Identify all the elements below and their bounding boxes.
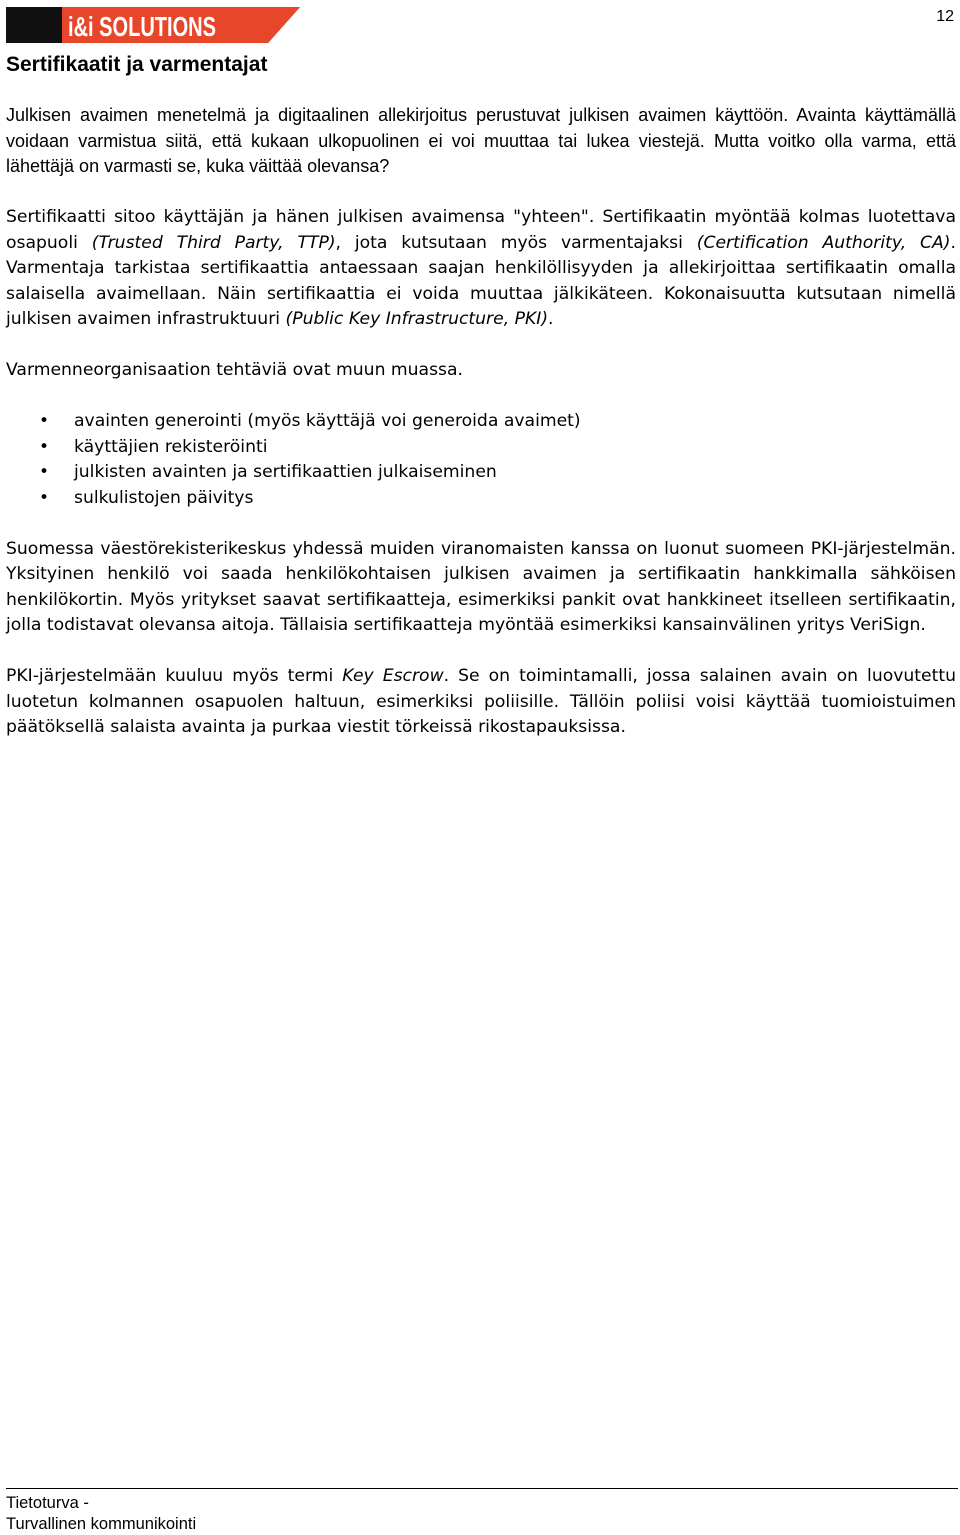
company-logo	[6, 7, 300, 43]
bullet-icon: •	[39, 411, 50, 431]
list-item	[6, 435, 956, 461]
footer-divider	[6, 1488, 958, 1489]
italic-term: Key Escrow	[342, 666, 444, 686]
text-run: . Varmentaja tarkistaa sertifikaattia antaessaan saajan henkilöllisyyden ja allekirjoittaa sertifikaatin omalla salaisella avaimellaan. Näin sertifikaattia ei voida muuttaa jälkikäteen. Kokonaisuutta kutsutaan nimellä julkisen avaimen infrastruktuuri	[6, 232, 956, 329]
text-run: PKI-järjestelmään kuuluu myös termi	[6, 666, 343, 686]
paragraph-tasks-intro: Varmenneorganisaation tehtäviä ovat muun muassa.	[6, 360, 463, 380]
bullet-icon: •	[39, 436, 50, 457]
list-item	[6, 409, 956, 435]
bullet-icon: •	[39, 462, 50, 482]
paragraph-key-escrow	[6, 664, 956, 741]
italic-term: (Public Key Infrastructure, PKI)	[285, 309, 549, 329]
paragraph-intro: Julkisen avaimen menetelmä ja digitaalinen allekirjoitus perustuvat julkisen avaimen käyttöön. Avainta käyttämällä voidaan varmistua siitä, että kukaan ulkopuolinen ei voi muuttaa tai lukea viestejä. Mutta voitko olla varma, että lähettäjä on varmasti se, kuka väittää olevansa?	[6, 105, 956, 176]
footer-line-2: Turvallinen kommunikointi	[6, 1515, 197, 1533]
document-body	[6, 103, 956, 766]
text-run: . Se on toimintamalli, jossa salainen avain on luovutettu luotetun kolmannen osapuolen haltuun, esimerkiksi poliisille. Tällöin poliisi voisi käyttää tuomioistuimen päätöksellä salaista avainta ja purkaa viestit törkeissä rikostapauksissa.	[6, 666, 956, 737]
list-item	[6, 486, 956, 512]
list-item-text: sulkulistojen päivitys	[74, 487, 254, 508]
page-footer	[6, 1493, 196, 1535]
text-run: , jota kutsutaan myös varmentajaksi	[335, 232, 697, 253]
bullet-icon: •	[39, 487, 50, 508]
paragraph-finland-pki: Suomessa väestörekisterikeskus yhdessä muiden viranomaisten kanssa on luonut suomeen PKI-järjestelmän. Yksityinen henkilö voi saada henkilökohtaisen julkisen avaimen ja sertifikaatin hankkimalla sähköisen henkilökortin. Myös yritykset saavat sertifikaatteja, esimerkiksi pankit ovat hankkineet itselleen sertifikaatin, jolla todistavat olevansa aitoja. Tällaisia sertifikaatteja myöntää esimerkiksi kansainvälinen yritys VeriSign.	[6, 538, 956, 635]
company-logo-graphic	[6, 7, 300, 43]
list-item-text: käyttäjien rekisteröinti	[74, 436, 268, 457]
italic-term: (Trusted Third Party, TTP)	[91, 232, 336, 253]
page-title: Sertifikaatit ja varmentajat	[6, 53, 268, 76]
page-number: 12	[936, 8, 954, 25]
footer-line-1: Tietoturva -	[6, 1494, 89, 1512]
task-list	[6, 409, 956, 511]
text-run: Sertifikaatti sitoo käyttäjän ja hänen julkisen avaimensa "yhteen". Sertifikaatin myöntää kolmas luotettava osapuoli	[6, 207, 956, 253]
list-item-text: avainten generointi (myös käyttäjä voi generoida avaimet)	[74, 411, 581, 431]
paragraph-certificate	[6, 205, 956, 333]
italic-term: (Certification Authority, CA)	[696, 232, 951, 253]
list-item	[6, 460, 956, 486]
text-run: .	[548, 309, 554, 329]
list-item-text: julkisten avainten ja sertifikaattien julkaiseminen	[74, 462, 497, 482]
logo-text: i&i SOLUTIONS	[68, 11, 216, 42]
